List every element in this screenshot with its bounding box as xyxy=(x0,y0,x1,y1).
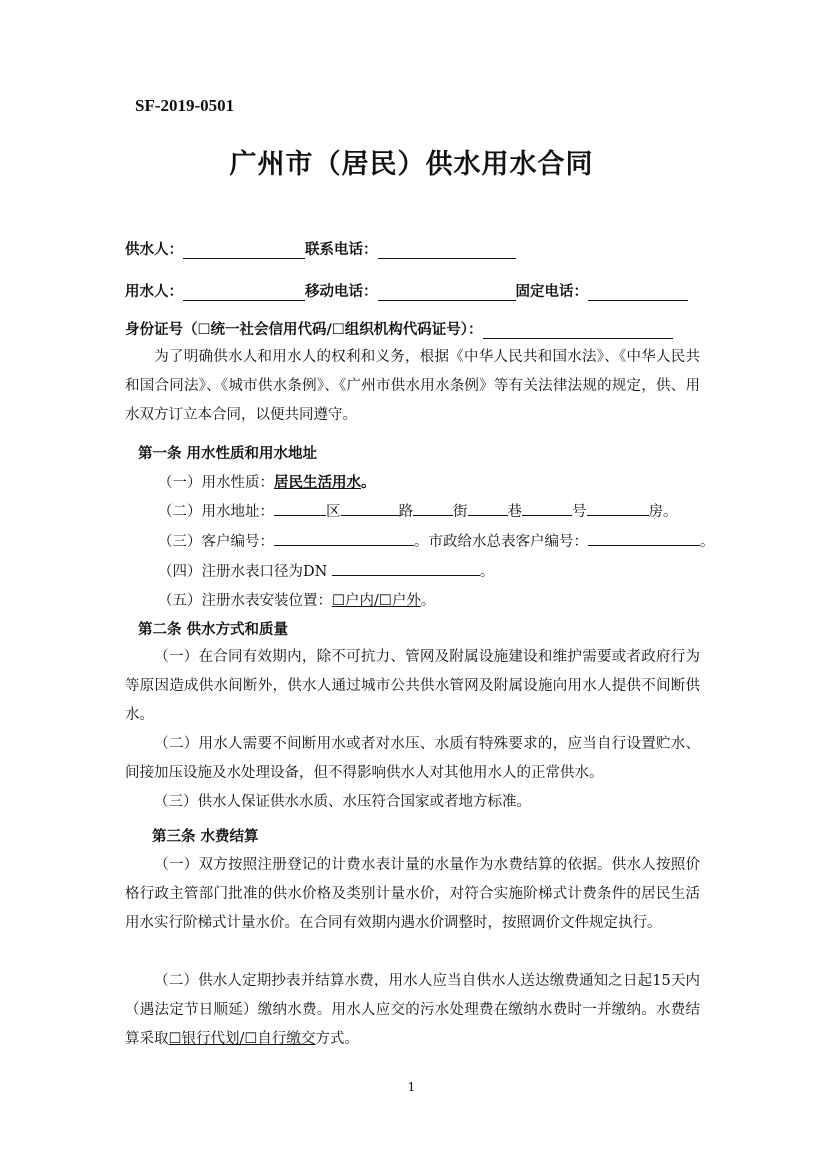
street-label: 街 xyxy=(453,504,468,520)
article3-paragraph1 xyxy=(125,851,700,938)
article3-heading: 第三条 水费结算 xyxy=(152,829,259,845)
supplier-row xyxy=(125,238,516,259)
item3-mid: 。市政给水总表客户编号： xyxy=(414,534,588,550)
master-meter-number-field[interactable] xyxy=(588,530,700,546)
meter-location-options[interactable]: ☐户内/☐户外 xyxy=(332,593,421,609)
item1-prefix: （一）用水性质： xyxy=(158,475,274,491)
article3-p2-suffix: 方式。 xyxy=(315,1031,359,1047)
lane-field[interactable] xyxy=(468,500,508,516)
item3-suffix: 。 xyxy=(700,534,715,550)
article1-item2 xyxy=(158,500,678,521)
page-title: 广州市（居民）供水用水合同 xyxy=(229,149,594,180)
item3-prefix: （三）客户编号： xyxy=(158,534,274,550)
mobile-field[interactable] xyxy=(378,284,516,301)
street-field[interactable] xyxy=(413,500,453,516)
item5-suffix: 。 xyxy=(420,593,436,609)
customer-number-field[interactable] xyxy=(274,530,414,546)
article3-p1-text: （一）双方按照注册登记的计费水表计量的水量作为水费结算的依据。供水人按照价格行政主管部门批准的供水价格及类别计量水价，对符合实施阶梯式计费条件的居民生活用水实行阶梯式计量水价。在合同有效期内遇水价调整时，按照调价文件规定执行。 xyxy=(125,857,700,931)
article1-heading: 第一条 用水性质和用水地址 xyxy=(138,446,318,462)
document-code: SF-2019-0501 xyxy=(135,96,235,115)
article2-p3-text: （三）供水人保证供水水质、水压符合国家或者地方标准。 xyxy=(154,794,531,810)
article2-heading: 第二条 供水方式和质量 xyxy=(138,622,289,638)
item5-prefix: （五）注册水表安装位置： xyxy=(158,593,332,609)
user-field[interactable] xyxy=(183,284,305,301)
article2-paragraph3 xyxy=(125,788,700,817)
bank-debit-option[interactable]: ☐银行代划 xyxy=(168,1031,240,1047)
number-label: 号 xyxy=(572,504,587,520)
mobile-label: 移动电话： xyxy=(305,284,378,300)
self-pay-option[interactable]: ☐自行缴交 xyxy=(244,1031,316,1047)
district-label: 区 xyxy=(326,504,341,520)
page-number: 1 xyxy=(407,1080,416,1094)
landline-field[interactable] xyxy=(588,284,688,301)
id-row xyxy=(125,318,673,339)
item1-suffix: 。 xyxy=(361,474,376,491)
intro-text: 为了明确供水人和用水人的权利和义务，根据《中华人民共和国水法》、《中华人民共和国合同法》、《城市供水条例》、《广州市供水用水条例》等有关法律法规的规定，供、用水双方订立本合同，以便共同遵守。 xyxy=(125,349,700,423)
article2-paragraph2 xyxy=(125,730,700,788)
supplier-label: 供水人： xyxy=(125,242,183,258)
phone-field[interactable] xyxy=(378,242,516,259)
phone-label: 联系电话： xyxy=(305,242,378,258)
water-use-value: 居民生活用水 xyxy=(274,474,361,491)
room-field[interactable] xyxy=(587,500,649,516)
number-field[interactable] xyxy=(522,500,572,516)
item2-prefix: （二）用水地址： xyxy=(158,504,274,520)
article1-item1 xyxy=(158,471,376,492)
article2-p2-text: （二）用水人需要不间断用水或者对水压、水质有特殊要求的，应当自行设置贮水、间接加压设施及水处理设备，但不得影响供水人对其他用水人的正常供水。 xyxy=(125,736,700,781)
district-field[interactable] xyxy=(274,500,326,516)
id-label: 身份证号（☐统一社会信用代码/☐组织机构代码证号）： xyxy=(125,322,483,338)
article2-paragraph1 xyxy=(125,643,700,730)
lane-label: 巷 xyxy=(507,504,522,520)
road-field[interactable] xyxy=(341,500,399,516)
article1-item3 xyxy=(158,530,715,551)
article2-p1-text: （一）在合同有效期内，除不可抗力、管网及附属设施建设和维护需要或者政府行为等原因造成供水间断外，供水人通过城市公共供水管网及附属设施向用水人提供不间断供水。 xyxy=(125,649,700,723)
article3-paragraph2 xyxy=(125,967,700,1054)
meter-caliber-field[interactable] xyxy=(332,560,480,576)
user-label: 用水人： xyxy=(125,284,183,300)
item4-suffix: 。 xyxy=(479,564,495,580)
room-label: 房。 xyxy=(648,504,678,520)
option-separator: / xyxy=(239,1031,245,1047)
item4-prefix: （四）注册水表口径为DN xyxy=(158,564,332,580)
article1-item5 xyxy=(158,589,435,610)
intro-paragraph xyxy=(125,343,700,430)
article3-p2-text: （二）供水人定期抄表并结算水费，用水人应当自供水人送达缴费通知之日起15天内（遇法定节日顺延）缴纳水费。用水人应交的污水处理费在缴纳水费时一并缴纳。水费结算采取 xyxy=(125,973,700,1047)
id-field[interactable] xyxy=(483,322,673,339)
article1-item4 xyxy=(158,560,494,581)
road-label: 路 xyxy=(398,504,413,520)
landline-label: 固定电话： xyxy=(515,284,588,300)
user-row xyxy=(125,280,688,301)
supplier-field[interactable] xyxy=(183,242,305,259)
